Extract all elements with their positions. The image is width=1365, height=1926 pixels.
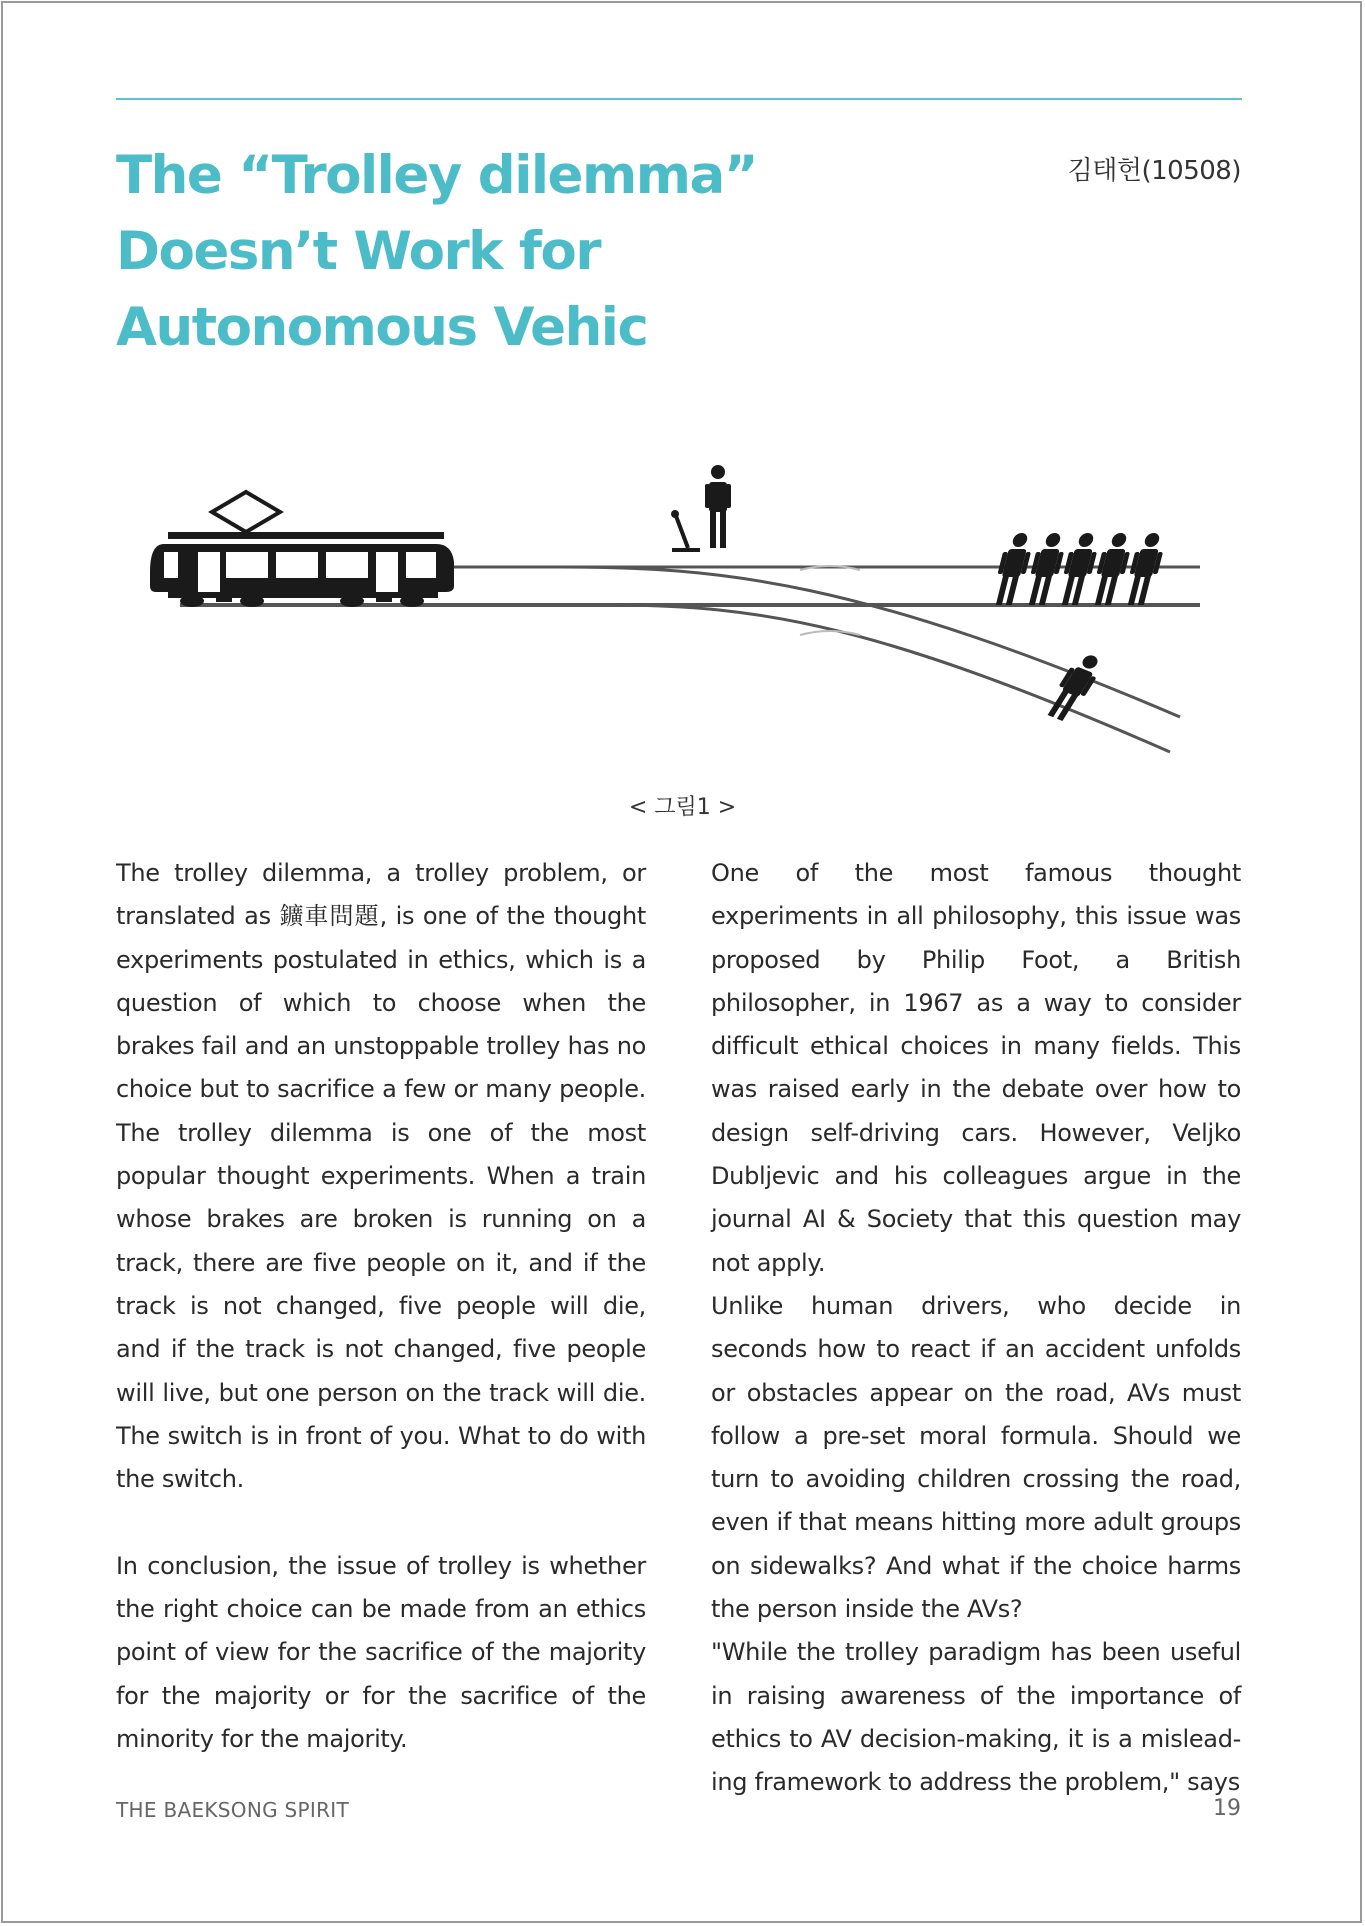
article-title: The “Trolley dilemma” Doesn’t Work for Autonomous Vehic — [116, 145, 758, 358]
publication-name: THE BAEKSONG SPIRIT — [116, 1798, 350, 1822]
author-byline: 김태헌(10508) — [1067, 156, 1241, 186]
body-column-right — [711, 852, 1241, 1805]
paragraph: One of the most famous thought experiments in all philosophy, this issue was proposed by Philip Foot, a British philosopher, in 1967 as a way to consider difficult ethical choices in many fields. This was raised early in the debate over how to design self-driving cars. However, Veljko Dubljevic and his colleagues argue in the journal AI & Society that this question may not apply. — [711, 859, 1241, 1277]
paragraph: Unlike human drivers, who decide in seconds how to react if an accident unfolds or obstacles appear on the road, AVs must follow a pre-set moral formula. Should we turn to avoiding children crossing the road, even if that means hitting more adult groups on sidewalks? And what if the choice harms the person inside the AVs? — [711, 1291, 1241, 1624]
trolley-icon — [150, 492, 454, 607]
paragraph-spacer — [116, 1501, 646, 1544]
paragraph: In conclusion, the issue of trolley is whether the right choice can be made from an ethics point of view for the sacrifice of the majority for the majority or for the sacrifice of the minority for the majority. — [116, 1551, 646, 1753]
paragraph: The trolley dilemma, a trolley problem, or translated as 鑛車問題, is one of the thought experiments postulated in ethics, which is a question of which to choose when the brakes fail and an unstoppable trolley has no choice but to sacrifice a few or many people. The trolley dilemma is one of the most popular thought experiments. When a train whose brakes are broken is running on a track, there are five people on it, and if the track is not changed, five people will die, and if the track is not changed, five people will live, but one person on the track will die. The switch is in front of you. What to do with the switch. — [116, 859, 646, 1494]
figure-caption: < 그림1 > — [628, 795, 737, 820]
lever-icon — [671, 510, 700, 552]
header-rule — [116, 98, 1242, 100]
paragraph: "While the trolley paradigm has been useful in raising awareness of the importance of ethics to AV decision-making, it is a mislead-ing framework to address the problem," says — [711, 1638, 1241, 1797]
five-people-icon — [990, 533, 1168, 605]
trolley-problem-illustration — [140, 440, 1230, 770]
body-column-left — [116, 852, 646, 1761]
page-number: 19 — [1213, 1796, 1241, 1821]
bystander-icon — [705, 465, 731, 548]
